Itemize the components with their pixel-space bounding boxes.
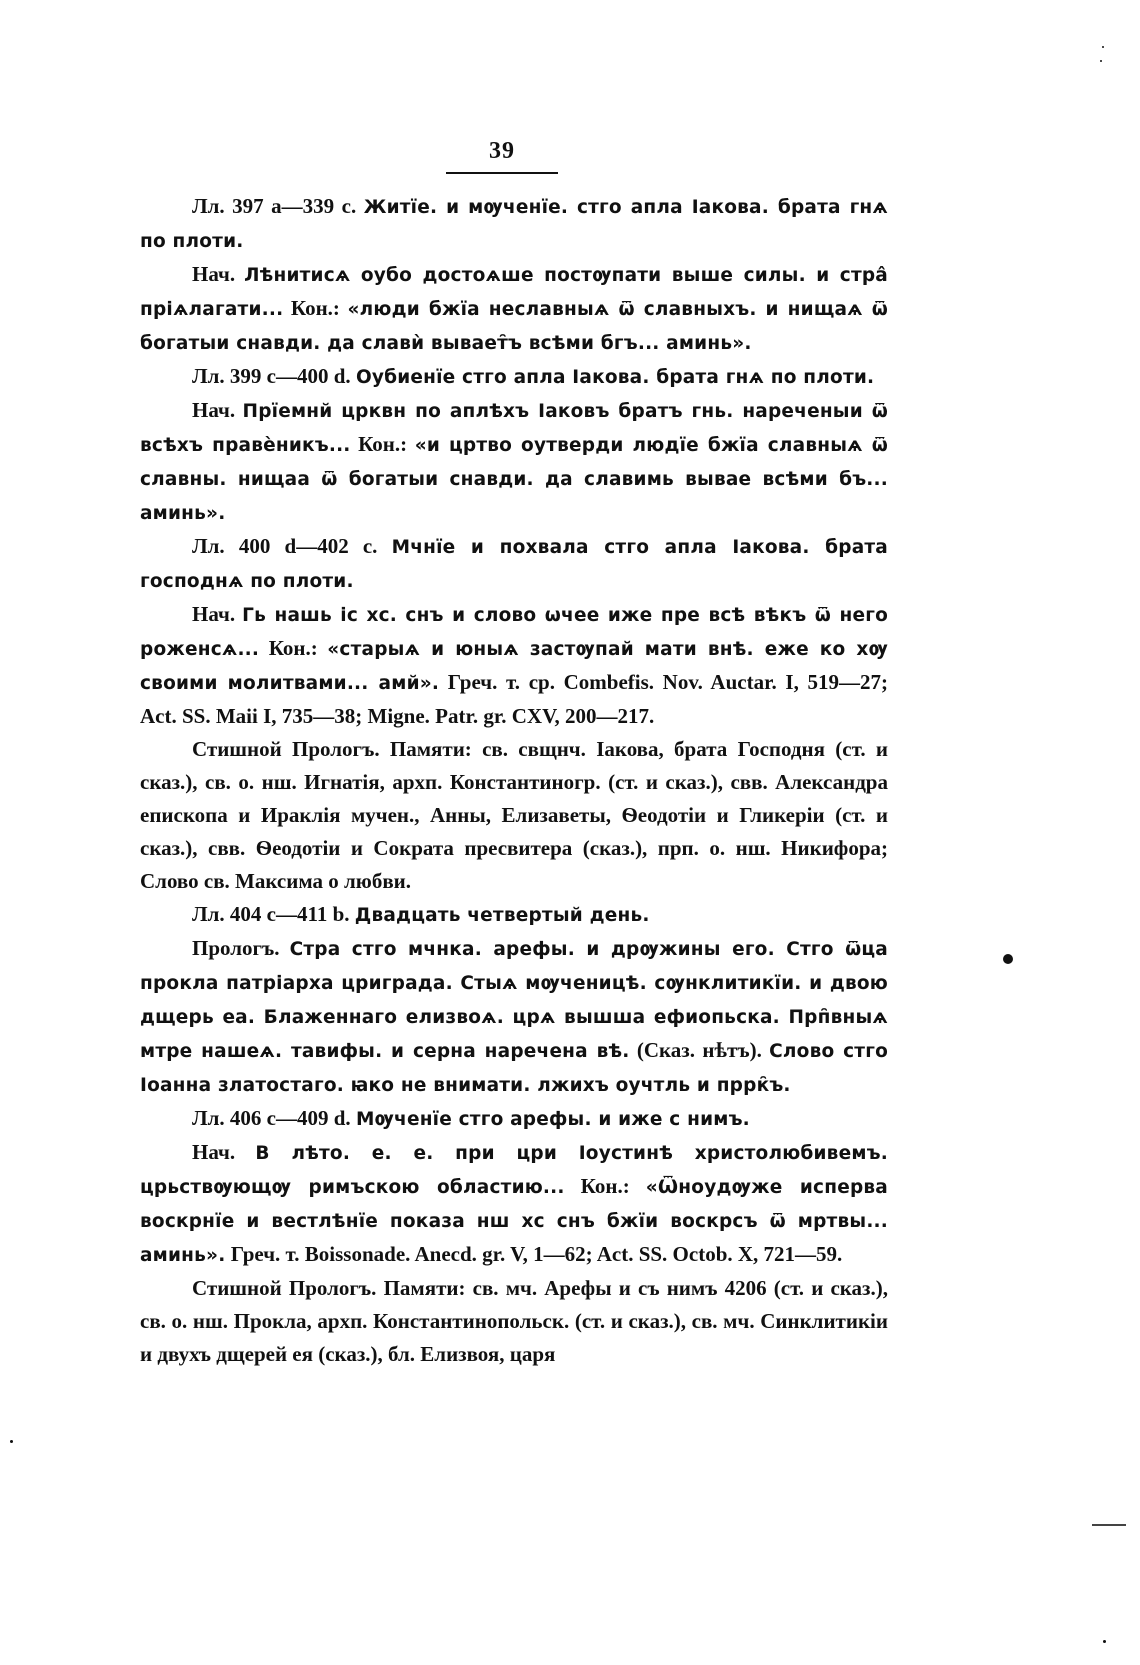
paragraph (140, 190, 888, 258)
body-text: Нач. (192, 262, 245, 286)
church-slavonic-text: Гь нашь іс хс. снъ и слово ѡчее иже пре всѣ вѣкъ ѿ него роженсѧ... (140, 605, 889, 660)
church-slavonic-text: Прїемнй црквн по аплѣхъ Іаковъ братъ гнь. нареченыи ѿ всѣхъ правѐникъ... (140, 401, 889, 456)
text-column (140, 190, 888, 1371)
paragraph (140, 258, 888, 360)
church-slavonic-text: Мѹченїе стго арефы. и иже с нимъ. (355, 1109, 750, 1130)
reference-text: Греч. т. ср. Combefis. Nov. Auctar. I, 519—27; Act. SS. Maii I, 735—38; Migne. Patr. gr. CXV, 200—217. (140, 670, 888, 728)
body-text: Стишной Прологъ. Памяти: св. мч. Арефы и съ нимъ 4206 (ст. и сказ.), св. о. нш. Прокла, архп. Константинопольск. (ст. и сказ.), св. мч. Синклитикіи и двухъ дщерей ея (сказ.), бл. Елизвоя, царя (140, 1276, 888, 1366)
body-text: Лл. 404 с—411 b. (192, 902, 355, 926)
body-text: Нач. (192, 602, 243, 626)
body-text: Кон.: (259, 636, 328, 660)
church-slavonic-text: Оубиенїе стго апла Іакова. брата гнѧ по плоти. (355, 367, 875, 388)
scan-speck (10, 1440, 13, 1443)
paragraph (140, 898, 888, 932)
church-slavonic-text: В лѣто. е. е. при цри Іоустинѣ христолюбивемъ. црьствѹющѹ римъскою областию... (140, 1143, 888, 1198)
paragraph (140, 394, 888, 530)
church-slavonic-text: Лѣнитисѧ оубо достоѧше постѹпати выше силы. и стра̂ пріѧлагати... (140, 265, 888, 320)
body-text: (Сказ. нѣтъ). (629, 1038, 770, 1062)
body-text: Кон.: (283, 296, 348, 320)
paragraph (140, 1272, 888, 1371)
church-slavonic-text: Стра стго мчнка. арефы. и дрѹжины его. Стго ѿца прокла патріарха цриграда. Стыѧ мѹченицѣ. сѹнклитикїи. и двою дщерь еа. Блаженнаго елизвоѧ. црѧ вышша ефиопьска. Прп̑вныѧ мтре нашеѧ. тавифы. и серна наречена вѣ. (140, 939, 888, 1062)
church-slavonic-text: «и цртво оутверди людїе бжїа славныѧ ѿ славны. нищаа ѿ богатыи снавди. да славимь вывае всѣми бъ... аминь». (140, 435, 888, 524)
body-text: Стишной Прологъ. Памяти: св. свщнч. Іакова, брата Господня (ст. и сказ.), св. о. нш. Игнатія, архп. Константиногр. (ст. и сказ.), свв. Александра епископа и Ираклія мучен., Анны, Елизаветы, Ѳеодотіи и Гликеріи (ст. и сказ.), свв. Ѳеодотіи и Сократа пресвитера (сказ.), прп. о. нш. Никифора; Слово св. Максима о любви. (140, 737, 888, 893)
church-slavonic-text: «Ѿноудѹже исперва воскрнїе и вестлѣнїе показа нш хс снъ бжїи воскрсъ ѿ мртвы... аминь». (140, 1177, 888, 1266)
body-text: Лл. 397 а—339 с. (192, 194, 364, 218)
paragraph (140, 733, 888, 898)
reference-text: Греч. т. Boissonade. Anecd. gr. V, 1—62; Act. SS. Octob. X, 721—59. (225, 1242, 843, 1266)
church-slavonic-text: Житїе. и мѹченїе. стго апла Іакова. брата гнѧ по плоти. (140, 197, 889, 252)
page-number-rule (446, 172, 558, 174)
body-text: Лл. 406 с—409 d. (192, 1106, 356, 1130)
paragraph (140, 598, 888, 733)
paragraph (140, 1102, 888, 1136)
church-slavonic-text: Слово стго Іоанна златостаго. ꙗко не внимати. лжихъ оучтль и пррк̑ъ. (140, 1041, 888, 1096)
scan-speck (1102, 46, 1104, 48)
body-text: Прологъ. (192, 936, 290, 960)
church-slavonic-text: «люди бжїа неславныѧ ѿ славныхъ. и нищаѧ ѿ богатыи снавди. да славѝ вывает̑ъ всѣми бгъ... аминь». (140, 299, 888, 354)
body-text: Нач. (192, 1140, 256, 1164)
church-slavonic-text: Мчнїе и похвала стго апла Іакова. брата господнѧ по плоти. (140, 537, 888, 592)
scan-speck (1003, 954, 1013, 964)
paragraph (140, 1136, 888, 1272)
church-slavonic-text: Двадцать четвертый день. (354, 905, 650, 926)
body-text: Кон.: (564, 1174, 646, 1198)
body-text: Лл. 400 d—402 с. (192, 534, 392, 558)
body-text: Нач. (192, 398, 243, 422)
scan-speck (1100, 60, 1102, 62)
body-text: Лл. 399 с—400 d. (192, 364, 356, 388)
page-number: 39 (489, 138, 515, 164)
paragraph (140, 932, 888, 1102)
scan-mark (1092, 1524, 1126, 1526)
paragraph (140, 360, 888, 394)
paragraph (140, 530, 888, 598)
church-slavonic-text: «старыѧ и юныѧ застѹпай мати внѣ. еже ко хѹ своими молитвами... амй». (140, 639, 888, 694)
body-text: Кон.: (350, 432, 415, 456)
scan-speck (1103, 1640, 1106, 1643)
